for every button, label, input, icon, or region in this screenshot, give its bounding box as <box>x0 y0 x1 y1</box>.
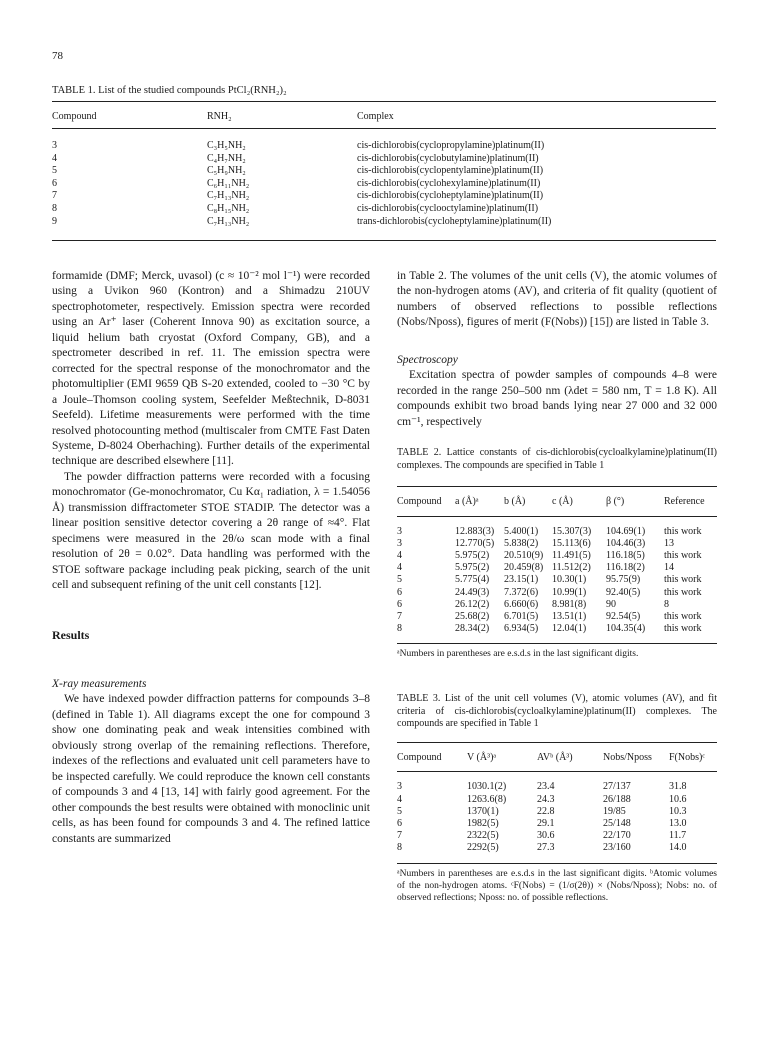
table-cell: 90 <box>606 598 616 610</box>
table-row <box>397 516 717 538</box>
table3-header: Compound <box>397 743 467 772</box>
table-cell: 5.775(4) <box>455 574 490 586</box>
table-cell: 11.491(5) <box>552 549 591 561</box>
table-cell: 15.113(6) <box>552 537 591 549</box>
table-cell: trans-dichlorobis(cycloheptylamine)platinum(II) <box>357 215 552 227</box>
table-row <box>52 165 716 178</box>
table-row <box>52 129 716 153</box>
table-row <box>397 830 717 842</box>
table-cell: 24.49(3) <box>455 586 490 598</box>
table-row <box>52 203 716 216</box>
page-number: 78 <box>52 50 63 62</box>
table-row <box>52 153 716 166</box>
table-cell: 5 <box>397 805 402 817</box>
table2-caption: TABLE 2. Lattice constants of cis-dichlorobis(cycloalkylamine)platinum(II) complexes. The compounds are specified in Table 1 <box>397 447 717 471</box>
table-cell: 13.0 <box>669 817 687 829</box>
subsection-heading-spectroscopy: Spectroscopy <box>397 353 458 366</box>
table2-header: Reference <box>664 487 717 516</box>
table-cell: 13 <box>664 537 674 549</box>
table-cell: C₄H₇NH₂ <box>207 152 246 164</box>
table-cell: 20.459(8) <box>504 562 544 574</box>
subsection-heading-xray: X-ray measurements <box>52 677 147 690</box>
table-cell: 9 <box>52 215 57 227</box>
table-cell: 95.75(9) <box>606 574 641 586</box>
table-cell: 14.0 <box>669 842 687 854</box>
table-cell: 6.660(6) <box>504 598 539 610</box>
table-row <box>397 772 717 794</box>
table-cell: 5.975(2) <box>455 549 490 561</box>
table1-header: Compound <box>52 102 207 129</box>
table-cell: cis-dichlorobis(cycloheptylamine)platinum(II) <box>357 190 544 202</box>
paragraph: in Table 2. The volumes of the unit cells (V), the atomic volumes of the non-hydrogen atoms (AV), and criteria of fit quality (quotient of numbers of observed reflections to possible reflections (Nobs/Nposs), figures of merit (F(Nobs)) [15]) are listed in Table 3. <box>397 270 717 329</box>
table-row <box>397 574 717 586</box>
table-cell: cis-dichlorobis(cyclopropylamine)platinum(II) <box>357 140 545 151</box>
table-row <box>52 190 716 203</box>
table-cell: this work <box>664 610 702 622</box>
table-cell: 2322(5) <box>467 830 499 842</box>
table-cell: 31.8 <box>669 781 687 793</box>
table-cell: 3 <box>397 537 402 549</box>
table-cell: 104.69(1) <box>606 525 646 537</box>
table2-header: Compound <box>397 487 455 516</box>
table-cell: 13.51(1) <box>552 610 587 622</box>
table-cell: cis-dichlorobis(cyclobutylamine)platinum(II) <box>357 152 539 164</box>
table-cell: 12.883(3) <box>455 525 495 537</box>
right-column <box>397 269 717 904</box>
table-cell: 6 <box>397 817 402 829</box>
table-cell: 104.35(4) <box>606 623 646 635</box>
table-cell: 2292(5) <box>467 842 499 854</box>
table-cell: this work <box>664 525 702 537</box>
table-cell: 24.3 <box>537 793 555 805</box>
table-cell: C₇H₁₃NH₂ <box>207 215 250 227</box>
table-cell: 15.307(3) <box>552 525 592 537</box>
table-cell: this work <box>664 549 702 561</box>
table3-header: Nobs/Nposs <box>603 743 669 772</box>
table2-header: b (Å) <box>504 487 552 516</box>
table-cell: 8 <box>52 202 57 214</box>
table-cell: 3 <box>52 140 57 151</box>
table-cell: 92.54(5) <box>606 610 641 622</box>
table-cell: C₃H₅NH₂ <box>207 140 246 151</box>
table-cell: 23.15(1) <box>504 574 539 586</box>
table1-caption: TABLE 1. List of the studied compounds PtCl₂(RNH₂)₂ <box>52 85 287 96</box>
table-cell: 5.838(2) <box>504 537 539 549</box>
table2-header: a (Å)ᵃ <box>455 487 504 516</box>
table-cell: 4 <box>52 152 57 164</box>
left-column <box>52 269 370 847</box>
table-cell: 1263.6(8) <box>467 793 507 805</box>
table-row <box>397 611 717 623</box>
table-cell: 6 <box>397 598 402 610</box>
table-cell: 22.8 <box>537 805 555 817</box>
table-cell: 3 <box>397 525 402 537</box>
table-cell: 7 <box>397 830 402 842</box>
table2-header: β (°) <box>606 487 664 516</box>
table-cell: 116.18(5) <box>606 549 645 561</box>
table-cell: 27/137 <box>603 781 631 793</box>
table-cell: 3 <box>397 781 402 793</box>
table-cell: 25.68(2) <box>455 610 490 622</box>
table1 <box>52 101 716 241</box>
table-cell: 1370(1) <box>467 805 499 817</box>
table3-caption: TABLE 3. List of the unit cell volumes (V), atomic volumes (AV), and fit criteria of cis-dichlorobis(cycloalkylamine)platinum(II) complexes. The compounds are specified in Table 1 <box>397 693 717 730</box>
section-heading-results: Results <box>52 627 90 642</box>
table-cell: 104.46(3) <box>606 537 646 549</box>
table-row <box>397 806 717 818</box>
table2 <box>397 486 717 644</box>
table-cell: 6.701(5) <box>504 610 539 622</box>
table-cell: 7 <box>397 610 402 622</box>
table-row <box>397 794 717 806</box>
table-cell: C₆H₁₁NH₂ <box>207 177 250 189</box>
table-row <box>397 818 717 830</box>
table-cell: 8.981(8) <box>552 598 587 610</box>
table2-header: c (Å) <box>552 487 606 516</box>
table-cell: 8 <box>397 842 402 854</box>
table-row <box>397 587 717 599</box>
table-cell: 29.1 <box>537 817 555 829</box>
table-cell: 5 <box>397 574 402 586</box>
table3-header: AVᵇ (Å³) <box>537 743 603 772</box>
table-row <box>52 216 716 241</box>
paragraph: Excitation spectra of powder samples of compounds 4–8 were recorded in the range 250–500 nm (λdet = 580 nm, T = 1.8 K). All compounds exhibit two broad bands lying near 27 000 and 32 000 cm⁻¹, respectively <box>397 369 717 428</box>
table-cell: 27.3 <box>537 842 555 854</box>
paragraph: We have indexed powder diffraction patterns for compounds 3–8 (defined in Table 1). All diagrams except the one for compound 3 show one dominating peak and weak intensities combined with obviously strong overlap of the remaining reflections. Therefore, indexes of the reflections and evaluated unit cell parameters have to be inspected carefully. We could reproduce the known cell constants of compounds 3 and 4 [13, 14] with fairly good agreement. For the other compounds the best results were obtained with monoclinic unit cells, as has been found for compounds 3 and 4. The refined lattice constants are summarized <box>52 693 370 845</box>
table3-header: F(Nobs)ᶜ <box>669 743 717 772</box>
table-cell: 5.400(1) <box>504 525 539 537</box>
table3-footnote: ᵃNumbers in parentheses are e.s.d.s in the last significant digits. ᵇAtomic volumes of the non-hydrogen atoms. ᶜF(Nobs) = (1/σ(2θ)) × (Nobs/Nposs); Nobs: no. of observed reflections; Nposs: no. of possible reflections. <box>397 868 717 903</box>
table-cell: 30.6 <box>537 830 555 842</box>
table-cell: cis-dichlorobis(cyclooctylamine)platinum(II) <box>357 202 539 214</box>
table-cell: 10.6 <box>669 793 687 805</box>
table-cell: C₇H₁₃NH₂ <box>207 190 250 202</box>
paragraph: The powder diffraction patterns were recorded with a focusing monochromator (Ge-monochromator, Cu Kα₁ radiation, λ = 1.54056 Å) transmission diffractometer STOE STADIP. The detector was a linear position sensitive detector covering a 2θ range of ≈4°. Flat specimens were measured in the 2θ/ω scan mode with a final resolution of 2θ = 0.02°. Data handling was performed with the STOE software package including peak picking, search of the unit cell and subsequent refining of the unit cell constants [12]. <box>52 470 370 592</box>
table-cell: 26.12(2) <box>455 598 490 610</box>
table-cell: 8 <box>664 598 669 610</box>
table2-footnote: ᵃNumbers in parentheses are e.s.d.s in the last significant digits. <box>397 649 639 660</box>
table-cell: 26/188 <box>603 793 631 805</box>
table-cell: 11.7 <box>669 830 687 842</box>
paragraph: formamide (DMF; Merck, uvasol) (c ≈ 10⁻² mol l⁻¹) were recorded using a Uvikon 960 (Kontron) and a Shimadzu 210UV spectrophotometer, respectively. Emission spectra were recorded using an Ar⁺ laser (Coherent Innova 90) as excitation source, a liquid helium bath cryostat (Oxford Company, GB), and a spectrometer described in ref. 11. The emission spectra were corrected for the spectral response of the monochromator and the photomultiplier (EMI 9659 QB S-20 extended, cooled to −30 °C by a Joule–Thomson cooling system, Seefelder Meßtechnik, D-8031 Seefeld). Lifetime measurements were performed with the time resolved photocounting method (multiscaler from CMTE Fast Daten Systeme, D-8024 Oberhaching). Further details of the experimental technique are described elsewhere [11]. <box>52 270 370 468</box>
table-cell: 22/170 <box>603 830 631 842</box>
table-cell: 23/160 <box>603 842 631 854</box>
table-cell: 12.04(1) <box>552 623 587 635</box>
table-cell: C₈H₁₅NH₂ <box>207 202 250 214</box>
table-cell: 25/148 <box>603 817 631 829</box>
table-cell: cis-dichlorobis(cyclopentylamine)platinum(II) <box>357 165 544 177</box>
table-row <box>397 550 717 562</box>
table-cell: 6.934(5) <box>504 623 539 635</box>
table-cell: 1030.1(2) <box>467 781 507 793</box>
table-row <box>397 538 717 550</box>
table-cell: this work <box>664 574 702 586</box>
table-row <box>397 623 717 643</box>
table-cell: 10.99(1) <box>552 586 587 598</box>
table-cell: 19/85 <box>603 805 626 817</box>
table3-header: V (Å³)ᵃ <box>467 743 537 772</box>
table-cell: 1982(5) <box>467 817 499 829</box>
table-cell: 28.34(2) <box>455 623 490 635</box>
table-row <box>397 599 717 611</box>
table-row <box>52 178 716 191</box>
table-cell: 7 <box>52 190 57 202</box>
table-cell: 7.372(6) <box>504 586 539 598</box>
table-cell: 14 <box>664 562 674 574</box>
table-cell: 10.3 <box>669 805 687 817</box>
table-cell: 8 <box>397 623 402 635</box>
table-cell: 5.975(2) <box>455 562 490 574</box>
table-cell: 10.30(1) <box>552 574 587 586</box>
table-cell: 5 <box>52 165 57 177</box>
table3 <box>397 742 717 864</box>
table-cell: cis-dichlorobis(cyclohexylamine)platinum(II) <box>357 177 541 189</box>
table-row <box>397 842 717 862</box>
table-cell: 4 <box>397 549 402 561</box>
table-cell: 6 <box>52 177 57 189</box>
table-cell: C₅H₉NH₂ <box>207 165 246 177</box>
table-cell: this work <box>664 586 702 598</box>
table-cell: 4 <box>397 562 402 574</box>
table1-header: Complex <box>357 102 716 129</box>
table-cell: 4 <box>397 793 402 805</box>
table-row <box>397 562 717 574</box>
table-cell: this work <box>664 623 702 635</box>
table-cell: 6 <box>397 586 402 598</box>
table-cell: 11.512(2) <box>552 562 591 574</box>
table-cell: 12.770(5) <box>455 537 495 549</box>
table-cell: 92.40(5) <box>606 586 641 598</box>
table-cell: 23.4 <box>537 781 555 793</box>
table-cell: 116.18(2) <box>606 562 645 574</box>
table-cell: 20.510(9) <box>504 549 544 561</box>
table1-header: RNH₂ <box>207 102 357 129</box>
